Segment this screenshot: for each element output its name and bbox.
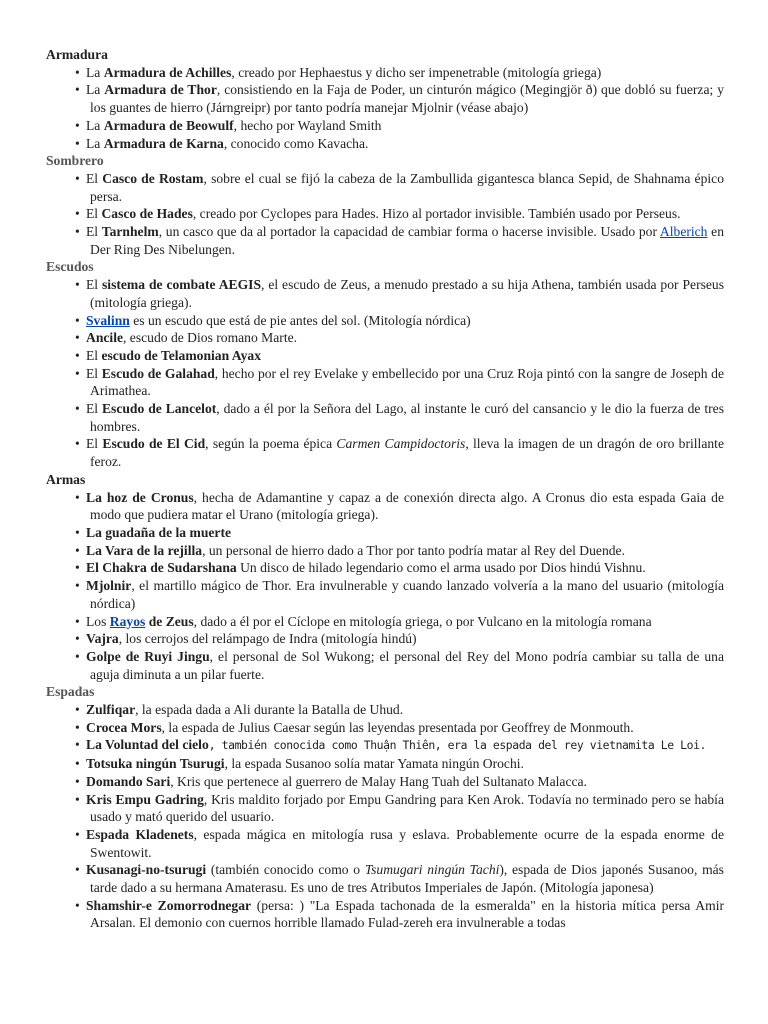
item-term: Armadura de Karna	[103, 135, 224, 151]
section-list	[46, 64, 724, 153]
list-item	[46, 223, 724, 258]
item-text: , el martillo mágico de Thor. Era invulnerable y cuando lanzado volvería a la mano del usuario (mitología nórdica)	[90, 578, 724, 611]
section-heading: Sombrero	[46, 153, 104, 169]
list-item	[46, 701, 724, 719]
item-text: , según la poema épica	[205, 436, 337, 452]
item-text: (persa: ) "La Espada tachonada de la esmeralda" en la historia mítica persa Amir Arsalan. El demonio con cuernos horrible llamado Fulad-zereh era invulnerable a todas	[90, 897, 724, 931]
item-term: de Zeus	[145, 613, 194, 629]
item-text: , la espada de Julius Caesar según las leyendas presentada por Geoffrey de Monmouth.	[161, 719, 634, 735]
item-term: Ancile	[86, 330, 123, 346]
item-text: Un disco de hilado legendario como el arma usado por Dios hindú Vishnu.	[236, 560, 646, 576]
item-text: , hecha de Adamantine y capaz a de conexión directa algo. A Cronus dio esta espada Gaia de modo que pudiera matar el Urano (mitología griega).	[90, 489, 724, 523]
item-prefix: La	[86, 135, 104, 151]
item-text: , espada mágica en mitología rusa y eslava. Probablemente ocurre de la espada enorme de Swentowit.	[90, 826, 725, 860]
item-text: en Der Ring Des Nibelungen.	[90, 224, 725, 257]
item-term: El Chakra de Sudarshana	[86, 560, 237, 576]
item-prefix: El	[86, 277, 102, 293]
item-prefix: El	[86, 170, 103, 186]
item-italic-title: Tsumugari ningún Tachi	[364, 862, 500, 878]
item-term: Vajra	[86, 631, 119, 647]
item-prefix: El	[86, 401, 102, 417]
list-item	[46, 630, 724, 648]
item-term: Casco de Hades	[101, 206, 193, 222]
item-text: , un casco que da al portador la capacidad de cambiar forma o hacerse invisible. Usado por	[158, 224, 660, 240]
list-item	[46, 135, 724, 153]
item-prefix: La	[86, 64, 104, 80]
list-item	[46, 117, 724, 135]
list-item	[46, 577, 724, 612]
item-term: Armadura de Achilles	[103, 64, 232, 80]
list-item	[46, 489, 724, 524]
item-term: Escudo de Lancelot	[101, 401, 217, 417]
list-item	[46, 400, 724, 435]
item-text: , el escudo de Zeus, a menudo prestado a su hija Athena, también usada por Perseus (mitología griega).	[90, 277, 725, 310]
item-term: La guadaña de la muerte	[86, 524, 232, 540]
list-item	[46, 205, 724, 223]
item-text: , también conocida como Thuận Thiên, era la espada del rey vietnamita Le Loi.	[208, 738, 706, 753]
item-prefix: La	[86, 82, 105, 98]
list-item	[46, 648, 724, 683]
item-prefix: El	[86, 206, 102, 222]
section-heading: Escudos	[46, 259, 94, 275]
item-term: Escudo de Galahad	[101, 365, 215, 381]
item-text: , conocido como Kavacha.	[223, 135, 369, 151]
list-item	[46, 329, 724, 347]
item-term: Crocea Mors	[86, 719, 162, 735]
item-prefix: El	[86, 347, 102, 363]
item-term: Golpe de Ruyi Jingu	[86, 648, 210, 664]
list-item	[46, 170, 724, 205]
item-link[interactable]: Alberich	[659, 224, 708, 240]
document-page	[46, 46, 724, 932]
item-text: , hecho por el rey Evelake y embellecido por una Cruz Roja pintó con la sangre de Joseph de Arimathea.	[90, 365, 724, 399]
list-item	[46, 559, 724, 577]
list-item	[46, 81, 724, 116]
item-text: , la espada Susanoo solía matar Yamata ningún Orochi.	[224, 756, 524, 772]
item-term: La Vara de la rejilla	[86, 542, 203, 558]
section-heading: Armadura	[46, 47, 108, 62]
item-term: Domando Sari	[86, 773, 171, 789]
item-term: Kris Empu Gadring	[86, 791, 204, 807]
item-text: , un personal de hierro dado a Thor por tanto podría matar al Rey del Duende.	[202, 542, 625, 558]
item-text: (también conocido como o	[206, 862, 365, 878]
section-heading: Armas	[46, 471, 86, 487]
item-text: , dado a él por la Señora del Lago, al instante le curó del cansancio y le dio la fuerza de tres hombres.	[90, 401, 724, 434]
list-item	[46, 719, 724, 737]
list-item	[46, 524, 724, 542]
item-term: Espada Kladenets	[86, 826, 194, 842]
item-term: Mjolnir	[86, 578, 132, 594]
item-term: La hoz de Cronus	[86, 489, 194, 505]
item-text: , creado por Hephaestus y dicho ser impenetrable (mitología griega)	[231, 64, 602, 80]
section-heading: Espadas	[46, 684, 95, 700]
item-term: Kusanagi-no-tsurugi	[86, 862, 207, 878]
list-item	[46, 755, 724, 773]
item-text: , consistiendo en la Faja de Poder, un cinturón mágico (Megingjör ð) que dobló su fuerza; y los guantes de hierro (Járngreipr) por tanto podría manejar Mjolnir (véase abajo)	[90, 82, 724, 116]
item-text: , lleva la imagen de un dragón de oro brillante feroz.	[90, 436, 724, 470]
list-item	[46, 542, 724, 560]
list-item	[46, 276, 724, 311]
item-text: , Kris que pertenece al guerrero de Malay Hang Tuah del Sultanato Malacca.	[170, 773, 587, 789]
section-list	[46, 701, 724, 932]
item-term: La Voluntad del cielo	[86, 737, 209, 753]
list-item	[46, 365, 724, 400]
item-italic-title: Carmen Campidoctoris	[336, 436, 466, 452]
item-text: , creado por Cyclopes para Hades. Hizo al portador invisible. También usado por Perseus.	[192, 206, 681, 222]
item-text: , la espada dada a Ali durante la Batalla de Uhud.	[135, 702, 404, 718]
item-term: Escudo de El Cid	[102, 436, 206, 452]
list-item	[46, 435, 724, 470]
list-item	[46, 826, 724, 861]
item-text: , escudo de Dios romano Marte.	[123, 330, 298, 346]
list-item	[46, 791, 724, 826]
item-prefix: El	[86, 436, 103, 452]
section-list	[46, 489, 724, 684]
list-item	[46, 897, 724, 932]
item-term: escudo de Telamonian Ayax	[101, 347, 261, 363]
item-link[interactable]: Svalinn	[86, 312, 130, 328]
item-term: Tarnhelm	[101, 224, 159, 240]
item-prefix: Los	[86, 613, 110, 629]
item-text: es un escudo que está de pie antes del sol. (Mitología nórdica)	[129, 312, 471, 328]
list-item	[46, 613, 724, 631]
item-prefix: El	[86, 365, 102, 381]
item-text: , sobre el cual se fijó la cabeza de la Zambullida gigantesca blanca Sepid, de Shahnama épico persa.	[90, 170, 724, 204]
list-item	[46, 312, 724, 330]
list-item	[46, 736, 724, 755]
item-term: Casco de Rostam	[102, 170, 204, 186]
list-item	[46, 861, 724, 896]
item-text: , Kris maldito forjado por Empu Gandring para Ken Arok. Todavía no terminado pero se había usado y mató querido del usuario.	[90, 791, 724, 825]
item-text: , hecho por Wayland Smith	[233, 117, 382, 133]
item-text: , el personal de Sol Wukong; el personal del Rey del Mono podría cambiar su talla de una aguja diminuta a un pilar fuerte.	[90, 648, 724, 682]
item-prefix: La	[86, 117, 104, 133]
list-item	[46, 347, 724, 365]
section-list	[46, 170, 724, 259]
item-text: , los cerrojos del relámpago de Indra (mitología hindú)	[118, 631, 417, 647]
item-link[interactable]: Rayos	[109, 613, 146, 629]
item-term: Armadura de Beowulf	[103, 117, 234, 133]
item-prefix: El	[86, 224, 102, 240]
item-term: Zulfiqar	[86, 702, 136, 718]
item-text: , dado a él por el Cíclope en mitología griega, o por Vulcano en la mitología romana	[193, 613, 652, 629]
section-list	[46, 276, 724, 471]
list-item	[46, 64, 724, 82]
list-item	[46, 773, 724, 791]
item-text: ), espada de Dios japonés Susanoo, más tarde dado a su hermana Amaterasu. Es uno de tres Atributos Imperiales de Japón. (Mitología japonesa)	[90, 862, 724, 896]
item-term: sistema de combate AEGIS	[102, 277, 262, 293]
item-term: Totsuka ningún Tsurugi	[86, 756, 225, 772]
item-term: Armadura de Thor	[104, 82, 217, 98]
item-term: Shamshir-e Zomorrodnegar	[86, 897, 252, 913]
